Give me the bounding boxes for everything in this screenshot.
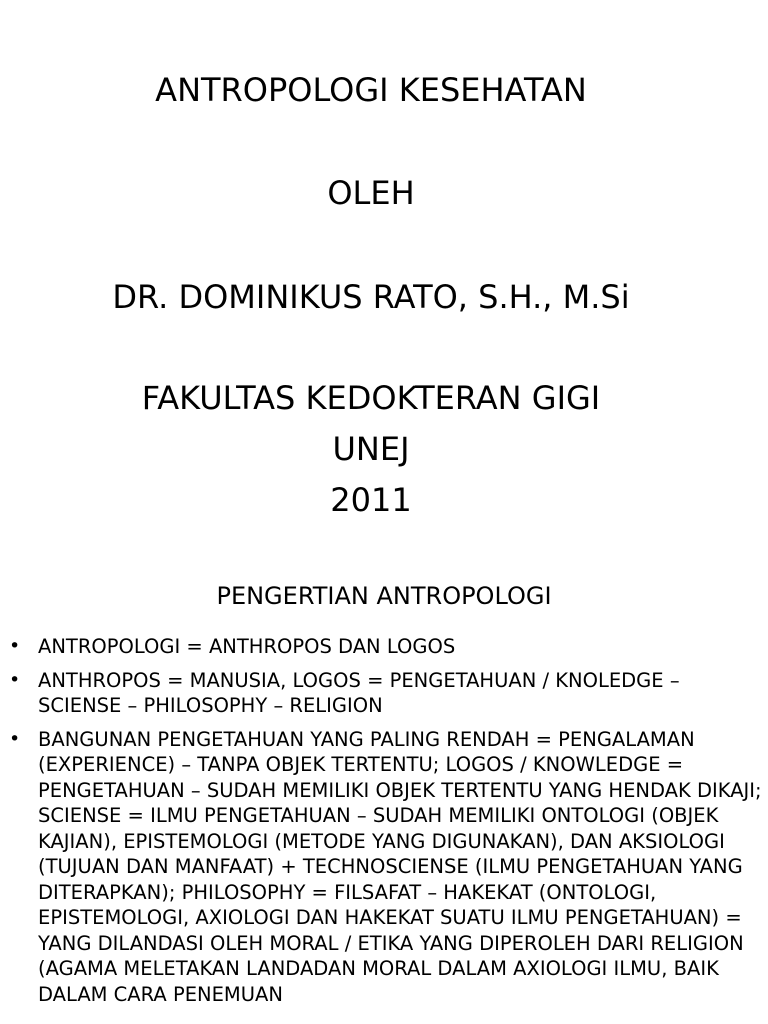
bullet-list [0, 634, 768, 1015]
university-name: UNEJ [332, 430, 410, 468]
year: 2011 [330, 481, 412, 519]
by-label: OLEH [327, 174, 415, 212]
bullet-text: BANGUNAN PENGETAHUAN YANG PALING RENDAH = PENGALAMAN (EXPERIENCE) – TANPA OBJEK TERTENTU; LOGOS / KNOWLEDGE = PENGETAHUAN – SUDAH MEMILIKI OBJEK TERTENTU YANG HENDAK DIKAJI; SCIENSE = ILMU PENGETAHUAN – SUDAH MEMILIKI ONTOLOGI (OBJEK KAJIAN), EPISTEMOLOGI (METODE YANG DIGUNAKAN), DAN AKSIOLOGI (TUJUAN DAN MANFAAT) + TECHNOSCIENSE (ILMU PENGETAHUAN YANG DITERAPKAN); PHILOSOPHY = FILSAFAT – HAKEKAT (ONTOLOGI, EPISTEMOLOGI, AXIOLOGI DAN HAKEKAT SUATU ILMU PENGETAHUAN) = YANG DILANDASI OLEH MORAL / ETIKA YANG DIPEROLEH DARI RELIGION (AGAMA MELETAKAN LANDADAN MORAL DALAM AXIOLOGI ILMU, BAIK DALAM CARA PENEMUAN [38, 727, 762, 1006]
slide-heading: PENGERTIAN ANTROPOLOGI [216, 582, 552, 610]
bullet-text: ANTHROPOS = MANUSIA, LOGOS = PENGETAHUAN / KNOLEDGE – SCIENSE – PHILOSOPHY – RELIGION [38, 668, 680, 717]
bullet-item [0, 634, 768, 660]
faculty-name: FAKULTAS KEDOKTERAN GIGI [141, 379, 601, 417]
content-slide [0, 560, 768, 1024]
bullet-dot-icon: • [9, 635, 21, 657]
author-name: DR. DOMINIKUS RATO, S.H., M.Si [112, 278, 630, 316]
slide-title: ANTROPOLOGI KESEHATAN [155, 71, 587, 109]
bullet-item [0, 668, 768, 719]
bullet-dot-icon: • [9, 727, 21, 750]
bullet-dot-icon: • [9, 668, 21, 691]
bullet-item [0, 727, 768, 1008]
bullet-text: ANTROPOLOGI = ANTHROPOS DAN LOGOS [38, 635, 456, 658]
